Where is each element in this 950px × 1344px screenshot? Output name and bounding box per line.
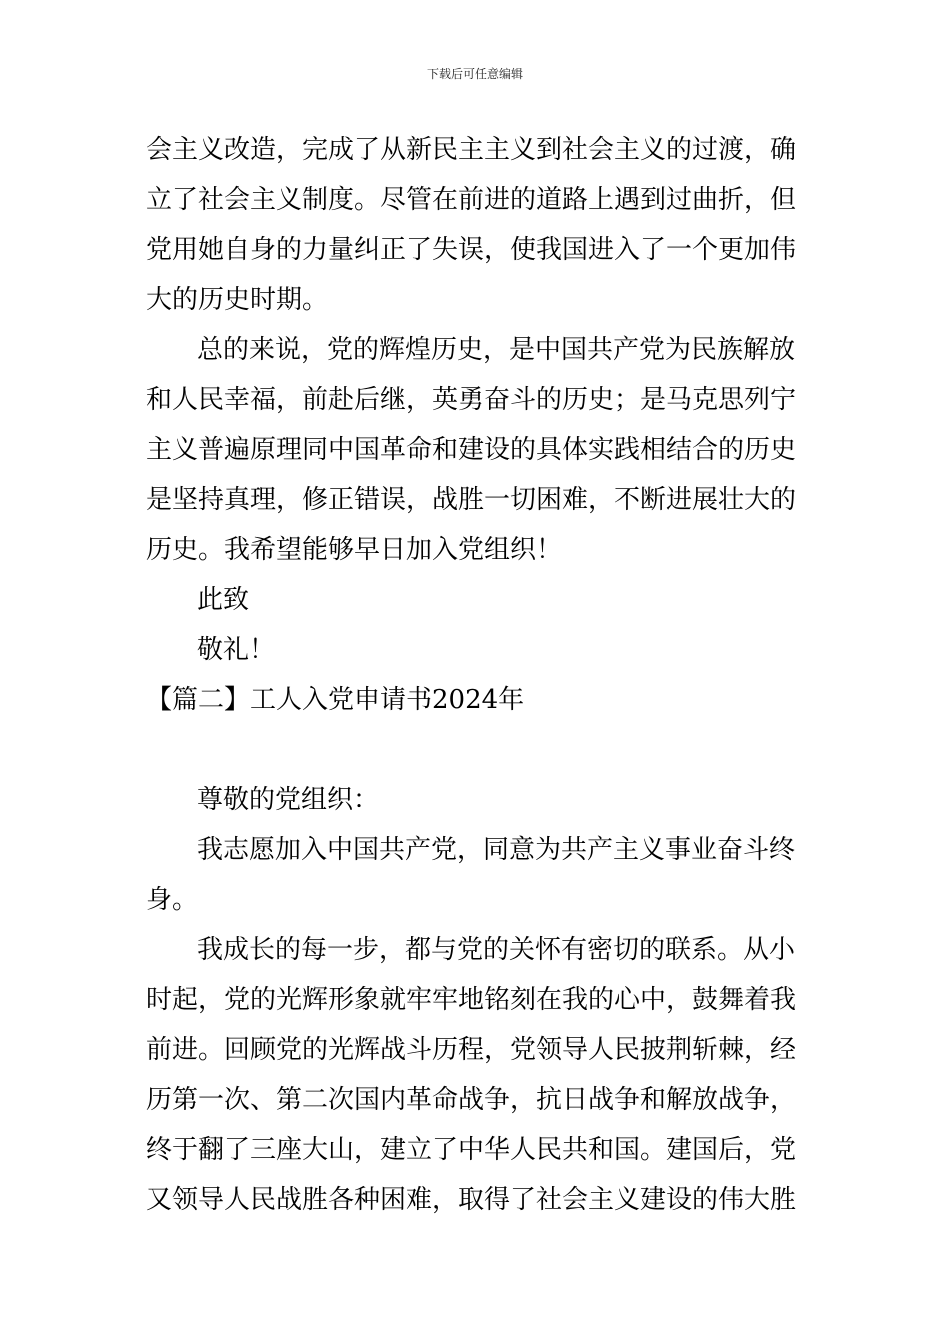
text-line: 又领导人民战胜各种困难，取得了社会主义建设的伟大胜	[146, 1185, 797, 1215]
text-line: 历第一次、第二次国内革命战争，抗日战争和解放战争，	[146, 1085, 797, 1115]
text-line: 大的历史时期。	[146, 285, 329, 315]
download-note: 下载后可任意编辑	[426, 67, 523, 81]
text-line: 党用她自身的力量纠正了失误，使我国进入了一个更加伟	[146, 235, 797, 265]
text-line: 我志愿加入中国共产党，同意为共产主义事业奋斗终	[197, 835, 796, 865]
text-line: 前进。回顾党的光辉战斗历程，党领导人民披荆斩棘，经	[146, 1035, 797, 1065]
letter-greeting: 尊敬的党组织：	[197, 785, 380, 815]
section-heading: 【篇二】工人入党申请书2024年	[146, 685, 525, 715]
text-line: 身。	[146, 885, 199, 915]
text-line: 是坚持真理，修正错误，战胜一切困难，不断进展壮大的	[146, 485, 797, 515]
closing-regards: 敬礼！	[197, 635, 276, 665]
text-line: 主义普遍原理同中国革命和建设的具体实践相结合的历史	[146, 435, 797, 465]
text-line: 终于翻了三座大山，建立了中华人民共和国。建国后，党	[146, 1135, 797, 1165]
text-line: 我成长的每一步，都与党的关怀有密切的联系。从小	[197, 935, 796, 965]
text-line: 和人民幸福，前赴后继，英勇奋斗的历史；是马克思列宁	[146, 385, 797, 415]
closing-salutation: 此致	[197, 585, 250, 615]
text-line: 会主义改造，完成了从新民主主义到社会主义的过渡，确	[146, 135, 797, 165]
text-line: 立了社会主义制度。尽管在前进的道路上遇到过曲折，但	[146, 185, 797, 215]
text-line: 历史。我希望能够早日加入党组织！	[146, 535, 563, 565]
text-line: 总的来说，党的辉煌历史，是中国共产党为民族解放	[197, 335, 796, 365]
text-line: 时起，党的光辉形象就牢牢地铭刻在我的心中，鼓舞着我	[146, 985, 797, 1015]
